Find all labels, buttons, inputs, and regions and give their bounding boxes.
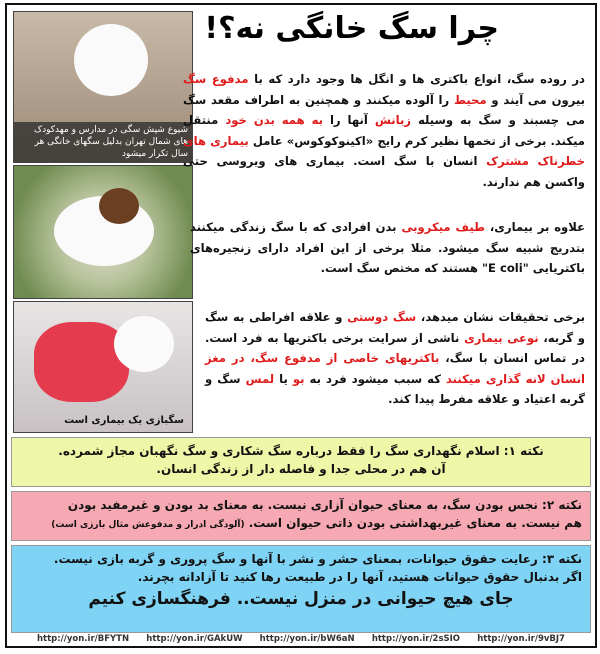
text: و علاقه افراطی به سگ و گربه، [205,310,585,345]
footer-link[interactable]: http://yon.ir/GAkUW [146,634,243,644]
text: ناشی از سرایت برخی باکتریها به فرد است. در تماس انسان با سگ، [205,330,585,365]
slogan: جای هیچ حیوانی در منزل نیست.. فرهنگسازی کنیم [88,589,514,609]
photo3-caption: سگبازی یک بیماری است [64,415,184,426]
text: برخی تحقیقات نشان میدهد، [416,310,585,324]
dog-head-shape [99,188,139,224]
note-3-line-2: اگر بدنبال حقوق حیوانات هستید، آنها را در طبیعت رها کنید تا آزادانه بچرند. [137,570,582,584]
note-3-line-1: نکته ۳: رعایت حقوق حیوانات، بمعنای حشر و نشر با آنها و سگ پروری و گربه بازی نیست. [53,552,582,566]
highlight: محیط [453,92,487,107]
highlight: سگ دوستی [347,310,417,324]
highlight: بو [292,371,305,386]
note-2-line-2: هم نیست. به معنای غیربهداشتی بودن ذاتی حیوان است. [248,516,582,530]
highlight: مدفوع سگ [183,72,249,86]
paragraph-2 [190,217,585,279]
note-1-line-2: آن هم در محلی جدا و فاصله دار از زندگی انسان. [156,462,446,476]
text: یا [274,371,293,386]
highlight: طیف میکروبی [401,220,485,234]
highlight: زبانش [374,113,411,127]
page-title: چرا سگ خانگی نه؟! [204,11,499,46]
note-1-line-1: نکته ۱: اسلام نگهداری سگ را فقط درباره سگ شکاری و سگ نگهبان مجاز شمرده. [58,444,544,458]
text: منتقل میکند. برخی از تخمها نظیر کرم رایج «اکینوکوکوس» عامل [183,113,585,148]
photo-scratching-dog [13,165,193,299]
note-2-line-1: نکته ۲: نجس بودن سگ، به معنای حیوان آزاری نیست. به معنای بد بودن و غیرمفید بودن [67,498,582,512]
photo-white-dog [13,11,193,163]
paragraph-3 [205,307,585,410]
poster [5,3,597,648]
text: آنها را [322,113,375,127]
note-3 [11,545,591,633]
highlight: لمس [245,371,275,386]
footer-links [7,634,595,644]
highlight: بیماری های خطرناک مشترک [183,133,585,168]
dog-head-shape [114,316,174,372]
text: که سبب میشود فرد به [304,371,446,386]
text: سگ و گربه اعتیاد و علاقه مفرط پیدا کند. [205,371,585,406]
note-1 [11,437,591,487]
paragraph-1 [183,69,585,192]
text: را آلوده میکنند و همچنین به اطراف مقعد سگ می چسبند و سگ به وسیله [183,92,585,127]
text: بدن افرادی که با سگ زندگی میکنند بتدریج شبیه سگ میشود. مثلا برخی از این افراد دارای زنجیره‌های باکتریایی "E coli" هستند که مختص سگ است. [190,220,585,275]
note-2 [11,491,591,541]
text: علاوه بر بیماری، [484,220,585,234]
highlight: باکتریهای خاصی از مدفوع سگ، در مغز انسان لانه گذاری میکنند [205,351,586,386]
footer-link[interactable]: http://yon.ir/2sSIO [371,634,461,644]
text: بیرون می آیند و [486,92,586,107]
text: انسان با سگ است. بیماری های ویروسی حتی واکسن هم ندارند. [183,154,585,189]
highlight: به همه بدن خود [225,113,323,127]
highlight: نوعی بیماری [464,330,539,345]
footer-link[interactable]: http://yon.ir/bW6aN [259,634,355,644]
footer-link[interactable]: http://yon.ir/BFYTN [37,634,130,644]
text: در روده سگ، انواع باکتری ها و انگل ها وجود دارد که با [248,72,585,86]
note-2-line-2-wrap [20,514,582,534]
photo1-caption: شیوع شپش سگی در مدارس و مهدکودک های شمال تهران بدلیل سگهای خانگی هر سال تکرار میشود [14,122,192,162]
dog-head-shape [74,24,148,96]
footer-link[interactable]: http://yon.ir/9vBJ7 [477,634,565,644]
note-2-small: (آلودگی ادرار و مدفوعش مثال بارزی است) [51,520,245,530]
photo-dressed-dog [13,301,193,433]
